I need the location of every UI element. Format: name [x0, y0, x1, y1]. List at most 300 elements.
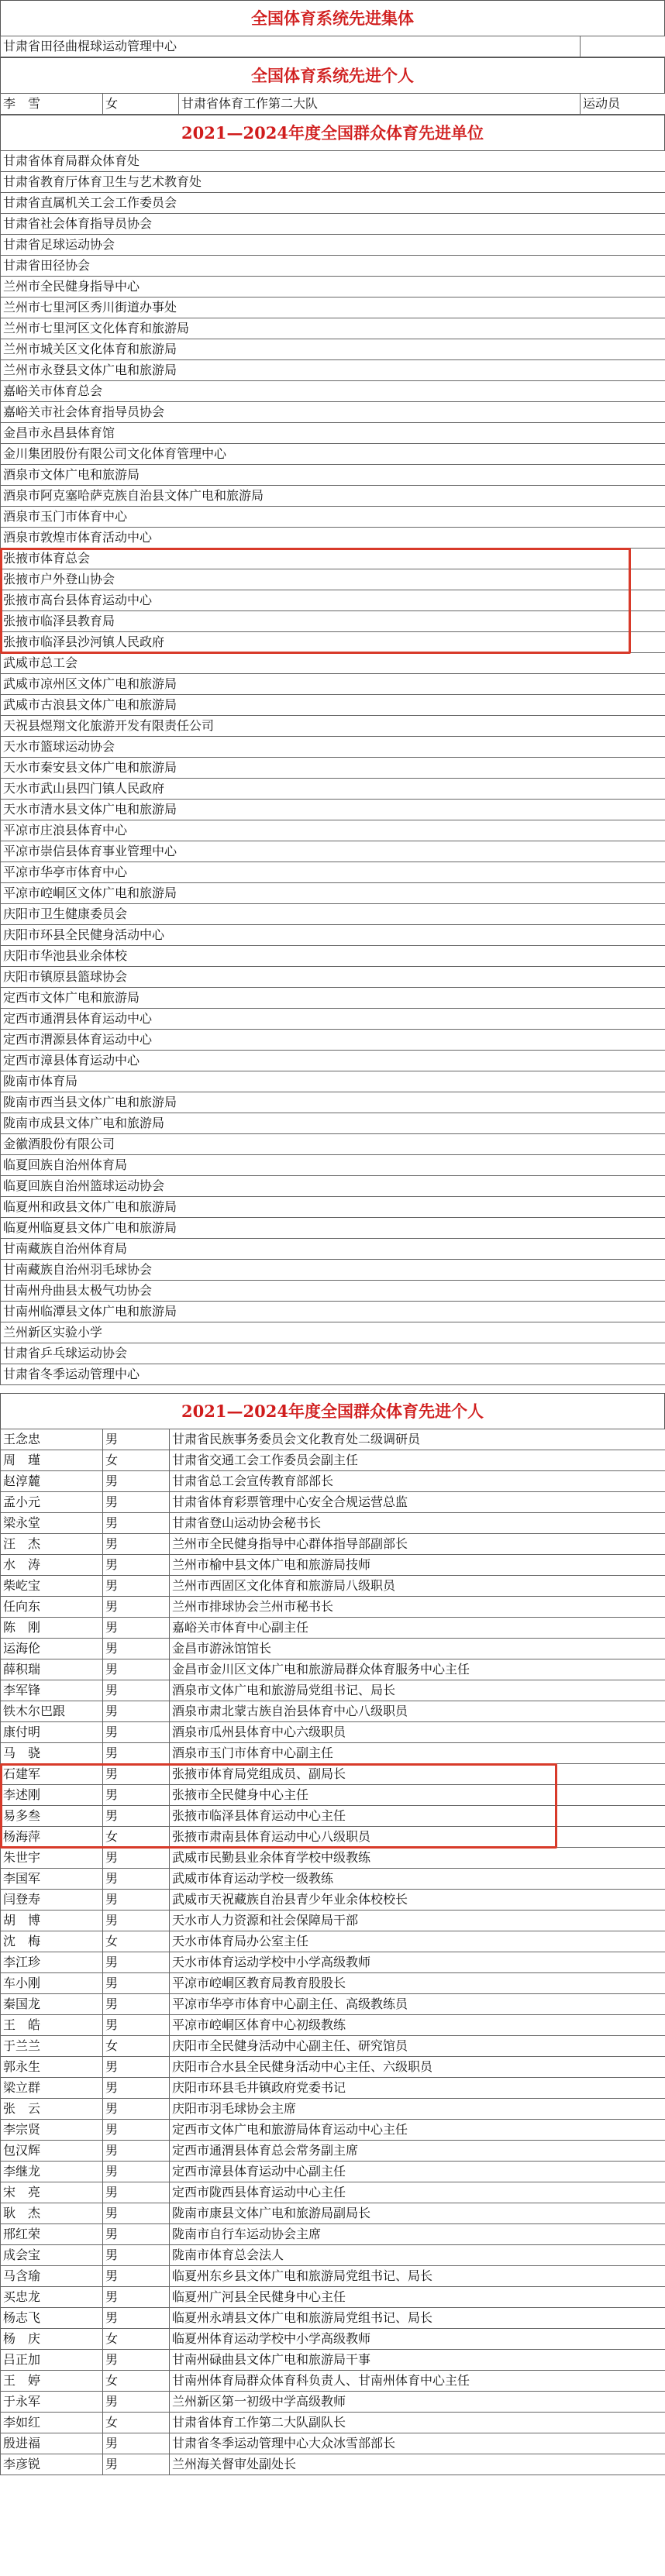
- unit-title-cell: 甘肃省体育工作第二大队: [179, 94, 581, 115]
- unit-name-cell: 兰州市七里河区文化体育和旅游局: [1, 318, 665, 339]
- table-row: [1, 758, 665, 779]
- unit-name-cell: 嘉峪关市社会体育指导员协会: [1, 402, 665, 423]
- gender-cell: 男: [103, 1869, 170, 1890]
- person-name-cell: 于永军: [1, 2392, 103, 2413]
- person-name-cell: 石建军: [1, 1764, 103, 1785]
- table-row: [1, 1639, 665, 1659]
- unit-title-cell: 张掖市体育局党组成员、副局长: [170, 1764, 665, 1785]
- gender-cell: 男: [103, 2120, 170, 2141]
- gender-cell: 男: [103, 2141, 170, 2162]
- unit-name-cell: 甘南州临潭县文体广电和旅游局: [1, 1302, 665, 1322]
- unit-name-cell: 甘南州舟曲县太极气功协会: [1, 1281, 665, 1302]
- gender-cell: 男: [103, 2308, 170, 2329]
- table-row: [1, 632, 665, 653]
- unit-title-cell: 兰州市西固区文化体育和旅游局八级职员: [170, 1576, 665, 1597]
- gender-cell: 男: [103, 2350, 170, 2371]
- table-row: [1, 2182, 665, 2203]
- unit-name-cell: 临夏州和政县文体广电和旅游局: [1, 1197, 665, 1218]
- unit-name-cell: 定西市通渭县体育运动中心: [1, 1009, 665, 1030]
- table-row: [1, 925, 665, 946]
- unit-title-cell: 定西市文体广电和旅游局体育运动中心主任: [170, 2120, 665, 2141]
- unit-title-cell: 陇南市体育总会法人: [170, 2245, 665, 2266]
- unit-name-cell: 天水市武山县四门镇人民政府: [1, 779, 665, 800]
- gender-cell: 男: [103, 1952, 170, 1973]
- unit-name-cell: 酒泉市玉门市体育中心: [1, 507, 665, 528]
- table-row: [1, 2162, 665, 2182]
- gender-cell: 女: [103, 2036, 170, 2057]
- person-name-cell: 马含瑜: [1, 2266, 103, 2287]
- person-name-cell: 车小刚: [1, 1973, 103, 1994]
- table-row: [1, 1429, 665, 1450]
- unit-title-cell: 庆阳市合水县全民健身活动中心主任、六级职员: [170, 2057, 665, 2078]
- person-name-cell: 闫登寿: [1, 1890, 103, 1911]
- unit-name-cell: 甘肃省田径协会: [1, 256, 665, 277]
- table-row: [1, 444, 665, 465]
- person-name-cell: 李宗贤: [1, 2120, 103, 2141]
- gender-cell: 男: [103, 1764, 170, 1785]
- unit-name-cell: 兰州新区实验小学: [1, 1322, 665, 1343]
- unit-title-cell: 甘肃省交通工会工作委员会副主任: [170, 1450, 665, 1471]
- table-row: [1, 465, 665, 486]
- gender-cell: 女: [103, 1931, 170, 1952]
- gender-cell: 女: [103, 2413, 170, 2433]
- table-row: [1, 2141, 665, 2162]
- gender-cell: 男: [103, 2099, 170, 2120]
- advanced-collective-table: [0, 36, 665, 57]
- mass-sports-individuals-table: [0, 1429, 665, 2475]
- unit-title-cell: 甘南州体育局群众体育科负责人、甘南州体育中心主任: [170, 2371, 665, 2392]
- empty-cell: [581, 36, 665, 57]
- table-row: [1, 235, 665, 256]
- gender-cell: 男: [103, 2162, 170, 2182]
- person-name-cell: 康付明: [1, 1722, 103, 1743]
- person-name-cell: 耿 杰: [1, 2203, 103, 2224]
- table-row: [1, 904, 665, 925]
- person-name-cell: 李继龙: [1, 2162, 103, 2182]
- table-row: [1, 2078, 665, 2099]
- unit-title-cell: 兰州市排球协会兰州市秘书长: [170, 1597, 665, 1618]
- unit-name-cell: 陇南市西当县文体广电和旅游局: [1, 1092, 665, 1113]
- unit-title-cell: 武威市民勤县业余体育学校中级教练: [170, 1848, 665, 1869]
- table-row: [1, 1555, 665, 1576]
- person-name-cell: 汪 杰: [1, 1534, 103, 1555]
- gender-cell: 男: [103, 1848, 170, 1869]
- unit-title-cell: 平凉市华亭市体育中心副主任、高级教练员: [170, 1994, 665, 2015]
- unit-title-cell: 庆阳市羽毛球协会主席: [170, 2099, 665, 2120]
- table-row: [1, 2266, 665, 2287]
- unit-title-cell: 兰州市全民健身指导中心群体指导部副部长: [170, 1534, 665, 1555]
- section-title-advanced-collective: 全国体育系统先进集体: [0, 0, 665, 36]
- unit-title-cell: 武威市体育运动学校一级教练: [170, 1869, 665, 1890]
- gender-cell: 女: [103, 2371, 170, 2392]
- gender-cell: 女: [103, 1450, 170, 1471]
- table-row: [1, 862, 665, 883]
- person-name-cell: 梁立群: [1, 2078, 103, 2099]
- unit-title-cell: 定西市漳县体育运动中心副主任: [170, 2162, 665, 2182]
- unit-name-cell: 张掖市体育总会: [1, 549, 665, 569]
- unit-name-cell: 天水市清水县文体广电和旅游局: [1, 800, 665, 820]
- person-name-cell: 王念忠: [1, 1429, 103, 1450]
- table-row: [1, 172, 665, 193]
- unit-name-cell: 张掖市临泽县教育局: [1, 611, 665, 632]
- gender-cell: 男: [103, 2057, 170, 2078]
- table-row: [1, 381, 665, 402]
- unit-name-cell: 平凉市华亭市体育中心: [1, 862, 665, 883]
- table-row: [1, 2413, 665, 2433]
- table-row: [1, 1071, 665, 1092]
- table-row: [1, 1364, 665, 1385]
- unit-name-cell: 临夏回族自治州体育局: [1, 1155, 665, 1176]
- unit-title-cell: 张掖市全民健身中心主任: [170, 1785, 665, 1806]
- person-name-cell: 杨志飞: [1, 2308, 103, 2329]
- person-name-cell: 李述刚: [1, 1785, 103, 1806]
- person-name-cell: 孟小元: [1, 1492, 103, 1513]
- table-row: [1, 590, 665, 611]
- table-row: [1, 2308, 665, 2329]
- unit-name-cell: 临夏回族自治州篮球运动协会: [1, 1176, 665, 1197]
- unit-name-cell: 平凉市庄浪县体育中心: [1, 820, 665, 841]
- table-row: [1, 2350, 665, 2371]
- table-row: [1, 1343, 665, 1364]
- unit-name-cell: 平凉市崆峒区文体广电和旅游局: [1, 883, 665, 904]
- table-row: [1, 569, 665, 590]
- table-row: [1, 1722, 665, 1743]
- table-row: [1, 2203, 665, 2224]
- person-name-cell: 殷进福: [1, 2433, 103, 2454]
- table-row: [1, 1827, 665, 1848]
- person-name-cell: 李江珍: [1, 1952, 103, 1973]
- unit-name-cell: 兰州市城关区文化体育和旅游局: [1, 339, 665, 360]
- unit-name-cell: 天水市篮球运动协会: [1, 737, 665, 758]
- unit-name-cell: 陇南市成县文体广电和旅游局: [1, 1113, 665, 1134]
- gender-cell: 男: [103, 1659, 170, 1680]
- unit-title-cell: 天水市体育运动学校中小学高级教师: [170, 1952, 665, 1973]
- table-row: [1, 214, 665, 235]
- gender-cell: 男: [103, 1534, 170, 1555]
- unit-name-cell: 定西市渭源县体育运动中心: [1, 1030, 665, 1051]
- table-row: [1, 1322, 665, 1343]
- unit-name-cell: 庆阳市华池县业余体校: [1, 946, 665, 967]
- table-row: [1, 402, 665, 423]
- person-name-cell: 成会宝: [1, 2245, 103, 2266]
- table-row: [1, 1030, 665, 1051]
- person-name-cell: 水 涛: [1, 1555, 103, 1576]
- table-row: [1, 967, 665, 988]
- person-name-cell: 宋 亮: [1, 2182, 103, 2203]
- table-row: [1, 1260, 665, 1281]
- table-row: [1, 1302, 665, 1322]
- table-row: [1, 1890, 665, 1911]
- table-row: [1, 1994, 665, 2015]
- unit-title-cell: 定西市陇西县体育运动中心主任: [170, 2182, 665, 2203]
- unit-title-cell: 甘肃省体育工作第二大队副队长: [170, 2413, 665, 2433]
- gender-cell: 男: [103, 2287, 170, 2308]
- table-row: [1, 2015, 665, 2036]
- unit-name-cell: 甘肃省田径曲棍球运动管理中心: [1, 36, 581, 57]
- person-name-cell: 于兰兰: [1, 2036, 103, 2057]
- table-row: [1, 1848, 665, 1869]
- unit-title-cell: 天水市体育局办公室主任: [170, 1931, 665, 1952]
- gender-cell: 男: [103, 2182, 170, 2203]
- table-row: [1, 1973, 665, 1994]
- unit-title-cell: 甘肃省体育彩票管理中心安全合规运营总监: [170, 1492, 665, 1513]
- table-row: [1, 883, 665, 904]
- table-row: [1, 737, 665, 758]
- gender-cell: 男: [103, 2224, 170, 2245]
- table-row: [1, 1680, 665, 1701]
- unit-title-cell: 临夏州体育运动学校中小学高级教师: [170, 2329, 665, 2350]
- role-cell: 运动员: [581, 94, 665, 115]
- unit-title-cell: 陇南市康县文体广电和旅游局副局长: [170, 2203, 665, 2224]
- table-row: [1, 297, 665, 318]
- table-row: [1, 2036, 665, 2057]
- table-row: [1, 339, 665, 360]
- unit-name-cell: 兰州市七里河区秀川街道办事处: [1, 297, 665, 318]
- table-row: [1, 1806, 665, 1827]
- unit-name-cell: 庆阳市卫生健康委员会: [1, 904, 665, 925]
- table-row: [1, 423, 665, 444]
- table-row: [1, 1931, 665, 1952]
- table-row: [1, 2245, 665, 2266]
- table-row: [1, 256, 665, 277]
- table-row: [1, 1743, 665, 1764]
- table-row: [1, 1092, 665, 1113]
- unit-name-cell: 金川集团股份有限公司文化体育管理中心: [1, 444, 665, 465]
- gender-cell: 男: [103, 2266, 170, 2287]
- unit-title-cell: 兰州海关督审处副处长: [170, 2454, 665, 2475]
- table-row: [1, 841, 665, 862]
- table-row: [1, 2371, 665, 2392]
- unit-title-cell: 临夏州东乡县文体广电和旅游局党组书记、局长: [170, 2266, 665, 2287]
- table-row: [1, 2433, 665, 2454]
- unit-name-cell: 甘肃省直属机关工会工作委员会: [1, 193, 665, 214]
- unit-name-cell: 甘肃省冬季运动管理中心: [1, 1364, 665, 1385]
- person-name-cell: 铁木尔巴跟: [1, 1701, 103, 1722]
- unit-name-cell: 甘肃省乒乓球运动协会: [1, 1343, 665, 1364]
- table-row: [1, 1618, 665, 1639]
- table-row: [1, 1009, 665, 1030]
- unit-name-cell: 甘南藏族自治州羽毛球协会: [1, 1260, 665, 1281]
- unit-title-cell: 庆阳市全民健身活动中心副主任、研究馆员: [170, 2036, 665, 2057]
- person-name-cell: 李如红: [1, 2413, 103, 2433]
- gender-cell: 男: [103, 1911, 170, 1931]
- unit-name-cell: 兰州市全民健身指导中心: [1, 277, 665, 297]
- gender-cell: 男: [103, 1701, 170, 1722]
- unit-name-cell: 陇南市体育局: [1, 1071, 665, 1092]
- table-row: [1, 1176, 665, 1197]
- person-name-cell: 李军锋: [1, 1680, 103, 1701]
- table-row: [1, 946, 665, 967]
- unit-title-cell: 嘉峪关市体育中心副主任: [170, 1618, 665, 1639]
- unit-name-cell: 平凉市崇信县体育事业管理中心: [1, 841, 665, 862]
- table-row: [1, 1134, 665, 1155]
- table-row: [1, 988, 665, 1009]
- unit-title-cell: 甘肃省总工会宣传教育部部长: [170, 1471, 665, 1492]
- gender-cell: 男: [103, 2392, 170, 2413]
- gender-cell: 男: [103, 1492, 170, 1513]
- unit-title-cell: 甘肃省民族事务委员会文化教育处二级调研员: [170, 1429, 665, 1450]
- gender-cell: 男: [103, 1429, 170, 1450]
- gender-cell: 男: [103, 1680, 170, 1701]
- unit-name-cell: 庆阳市镇原县篮球协会: [1, 967, 665, 988]
- table-row: [1, 2057, 665, 2078]
- table-row: [1, 1911, 665, 1931]
- gender-cell: 男: [103, 1806, 170, 1827]
- advanced-individual-table: [0, 93, 665, 115]
- person-name-cell: 梁永堂: [1, 1513, 103, 1534]
- gender-cell: 女: [103, 94, 179, 115]
- unit-title-cell: 甘南州碌曲县文体广电和旅游局干事: [170, 2350, 665, 2371]
- person-name-cell: 朱世宇: [1, 1848, 103, 1869]
- table-row: [1, 1701, 665, 1722]
- unit-name-cell: 金昌市永昌县体育馆: [1, 423, 665, 444]
- person-name-cell: 李国军: [1, 1869, 103, 1890]
- table-row: [1, 1450, 665, 1471]
- person-name-cell: 薛积瑞: [1, 1659, 103, 1680]
- table-row: [1, 1281, 665, 1302]
- table-row: [1, 653, 665, 674]
- person-name-cell: 运海伦: [1, 1639, 103, 1659]
- unit-name-cell: 酒泉市敦煌市体育活动中心: [1, 528, 665, 549]
- unit-name-cell: 甘肃省足球运动协会: [1, 235, 665, 256]
- gender-cell: 男: [103, 1471, 170, 1492]
- table-row: [1, 1051, 665, 1071]
- unit-title-cell: 临夏州永靖县文体广电和旅游局党组书记、局长: [170, 2308, 665, 2329]
- table-row: [1, 800, 665, 820]
- gender-cell: 男: [103, 1555, 170, 1576]
- table-row: [1, 1513, 665, 1534]
- table-row: [1, 1197, 665, 1218]
- unit-title-cell: 金昌市金川区文体广电和旅游局群众体育服务中心主任: [170, 1659, 665, 1680]
- table-row: [1, 2329, 665, 2350]
- table-row: [1, 2454, 665, 2475]
- unit-name-cell: 酒泉市文体广电和旅游局: [1, 465, 665, 486]
- unit-name-cell: 天水市秦安县文体广电和旅游局: [1, 758, 665, 779]
- mass-sports-units-wrap: [0, 150, 665, 1385]
- unit-title-cell: 天水市人力资源和社会保障局干部: [170, 1911, 665, 1931]
- unit-name-cell: 甘肃省教育厅体育卫生与艺术教育处: [1, 172, 665, 193]
- unit-title-cell: 甘肃省登山运动协会秘书长: [170, 1513, 665, 1534]
- person-name-cell: 马 骁: [1, 1743, 103, 1764]
- table-row: [1, 1869, 665, 1890]
- person-name-cell: 郭永生: [1, 2057, 103, 2078]
- table-row: [1, 318, 665, 339]
- table-row: [1, 611, 665, 632]
- unit-name-cell: 天祝县煜翔文化旅游开发有限责任公司: [1, 716, 665, 737]
- table-row: [1, 1492, 665, 1513]
- table-row: [1, 1239, 665, 1260]
- table-row: [1, 277, 665, 297]
- person-name-cell: 秦国龙: [1, 1994, 103, 2015]
- gender-cell: 男: [103, 2203, 170, 2224]
- table-row: [1, 820, 665, 841]
- table-row: [1, 1471, 665, 1492]
- table-row: [1, 528, 665, 549]
- table-row: [1, 674, 665, 695]
- table-row: [1, 1576, 665, 1597]
- gender-cell: 男: [103, 2078, 170, 2099]
- table-row: [1, 1952, 665, 1973]
- person-name-cell: 杨海萍: [1, 1827, 103, 1848]
- gender-cell: 男: [103, 1722, 170, 1743]
- section-gap: [0, 1385, 665, 1393]
- person-name-cell: 王 婷: [1, 2371, 103, 2392]
- person-name-cell: 买忠龙: [1, 2287, 103, 2308]
- person-name-cell: 胡 博: [1, 1911, 103, 1931]
- unit-title-cell: 武威市天祝藏族自治县青少年业余体校校长: [170, 1890, 665, 1911]
- unit-title-cell: 酒泉市玉门市体育中心副主任: [170, 1743, 665, 1764]
- unit-title-cell: 张掖市临泽县体育运动中心主任: [170, 1806, 665, 1827]
- gender-cell: 男: [103, 1639, 170, 1659]
- unit-title-cell: 陇南市自行车运动协会主席: [170, 2224, 665, 2245]
- unit-title-cell: 兰州新区第一初级中学高级教师: [170, 2392, 665, 2413]
- unit-name-cell: 武威市古浪县文体广电和旅游局: [1, 695, 665, 716]
- person-name-cell: 柴屹宝: [1, 1576, 103, 1597]
- person-name-cell: 张 云: [1, 2099, 103, 2120]
- gender-cell: 男: [103, 1743, 170, 1764]
- unit-title-cell: 张掖市肃南县体育运动中心八级职员: [170, 1827, 665, 1848]
- unit-name-cell: 兰州市永登县文体广电和旅游局: [1, 360, 665, 381]
- gender-cell: 男: [103, 1785, 170, 1806]
- unit-title-cell: 金昌市游泳馆馆长: [170, 1639, 665, 1659]
- unit-title-cell: 平凉市崆峒区教育局教育股股长: [170, 1973, 665, 1994]
- person-name-cell: 李彦锐: [1, 2454, 103, 2475]
- table-row: [1, 1155, 665, 1176]
- unit-name-cell: 武威市总工会: [1, 653, 665, 674]
- unit-name-cell: 武威市凉州区文体广电和旅游局: [1, 674, 665, 695]
- unit-name-cell: 张掖市临泽县沙河镇人民政府: [1, 632, 665, 653]
- unit-name-cell: 金徽酒股份有限公司: [1, 1134, 665, 1155]
- table-row: [1, 1659, 665, 1680]
- gender-cell: 男: [103, 1994, 170, 2015]
- table-row: [1, 1113, 665, 1134]
- unit-name-cell: 定西市文体广电和旅游局: [1, 988, 665, 1009]
- table-row: [1, 1534, 665, 1555]
- unit-title-cell: 兰州市榆中县文体广电和旅游局技师: [170, 1555, 665, 1576]
- gender-cell: 男: [103, 1890, 170, 1911]
- person-name-cell: 邢红荣: [1, 2224, 103, 2245]
- person-name-cell: 易多叁: [1, 1806, 103, 1827]
- unit-title-cell: 定西市通渭县体育总会常务副主席: [170, 2141, 665, 2162]
- table-row: [1, 360, 665, 381]
- unit-name-cell: 张掖市户外登山协会: [1, 569, 665, 590]
- gender-cell: 男: [103, 2454, 170, 2475]
- unit-name-cell: 酒泉市阿克塞哈萨克族自治县文体广电和旅游局: [1, 486, 665, 507]
- unit-title-cell: 甘肃省冬季运动管理中心大众冰雪部部长: [170, 2433, 665, 2454]
- gender-cell: 男: [103, 2433, 170, 2454]
- person-name-cell: 任向东: [1, 1597, 103, 1618]
- table-row: [1, 486, 665, 507]
- gender-cell: 男: [103, 1513, 170, 1534]
- person-name-cell: 王 皓: [1, 2015, 103, 2036]
- unit-name-cell: 甘肃省体育局群众体育处: [1, 151, 665, 172]
- unit-name-cell: 定西市漳县体育运动中心: [1, 1051, 665, 1071]
- section-title-mass-sports-units: 2021—2024年度全国群众体育先进单位: [0, 115, 665, 150]
- table-row: [1, 779, 665, 800]
- unit-title-cell: 酒泉市文体广电和旅游局党组书记、局长: [170, 1680, 665, 1701]
- unit-title-cell: 平凉市崆峒区体育中心初级教练: [170, 2015, 665, 2036]
- person-name-cell: 李 雪: [1, 94, 103, 115]
- table-row: [1, 549, 665, 569]
- gender-cell: 男: [103, 1597, 170, 1618]
- person-name-cell: 沈 梅: [1, 1931, 103, 1952]
- table-row: [1, 2120, 665, 2141]
- unit-name-cell: 张掖市高台县体育运动中心: [1, 590, 665, 611]
- table-row: [1, 36, 665, 57]
- unit-name-cell: 庆阳市环县全民健身活动中心: [1, 925, 665, 946]
- unit-title-cell: 庆阳市环县毛井镇政府党委书记: [170, 2078, 665, 2099]
- table-row: [1, 1785, 665, 1806]
